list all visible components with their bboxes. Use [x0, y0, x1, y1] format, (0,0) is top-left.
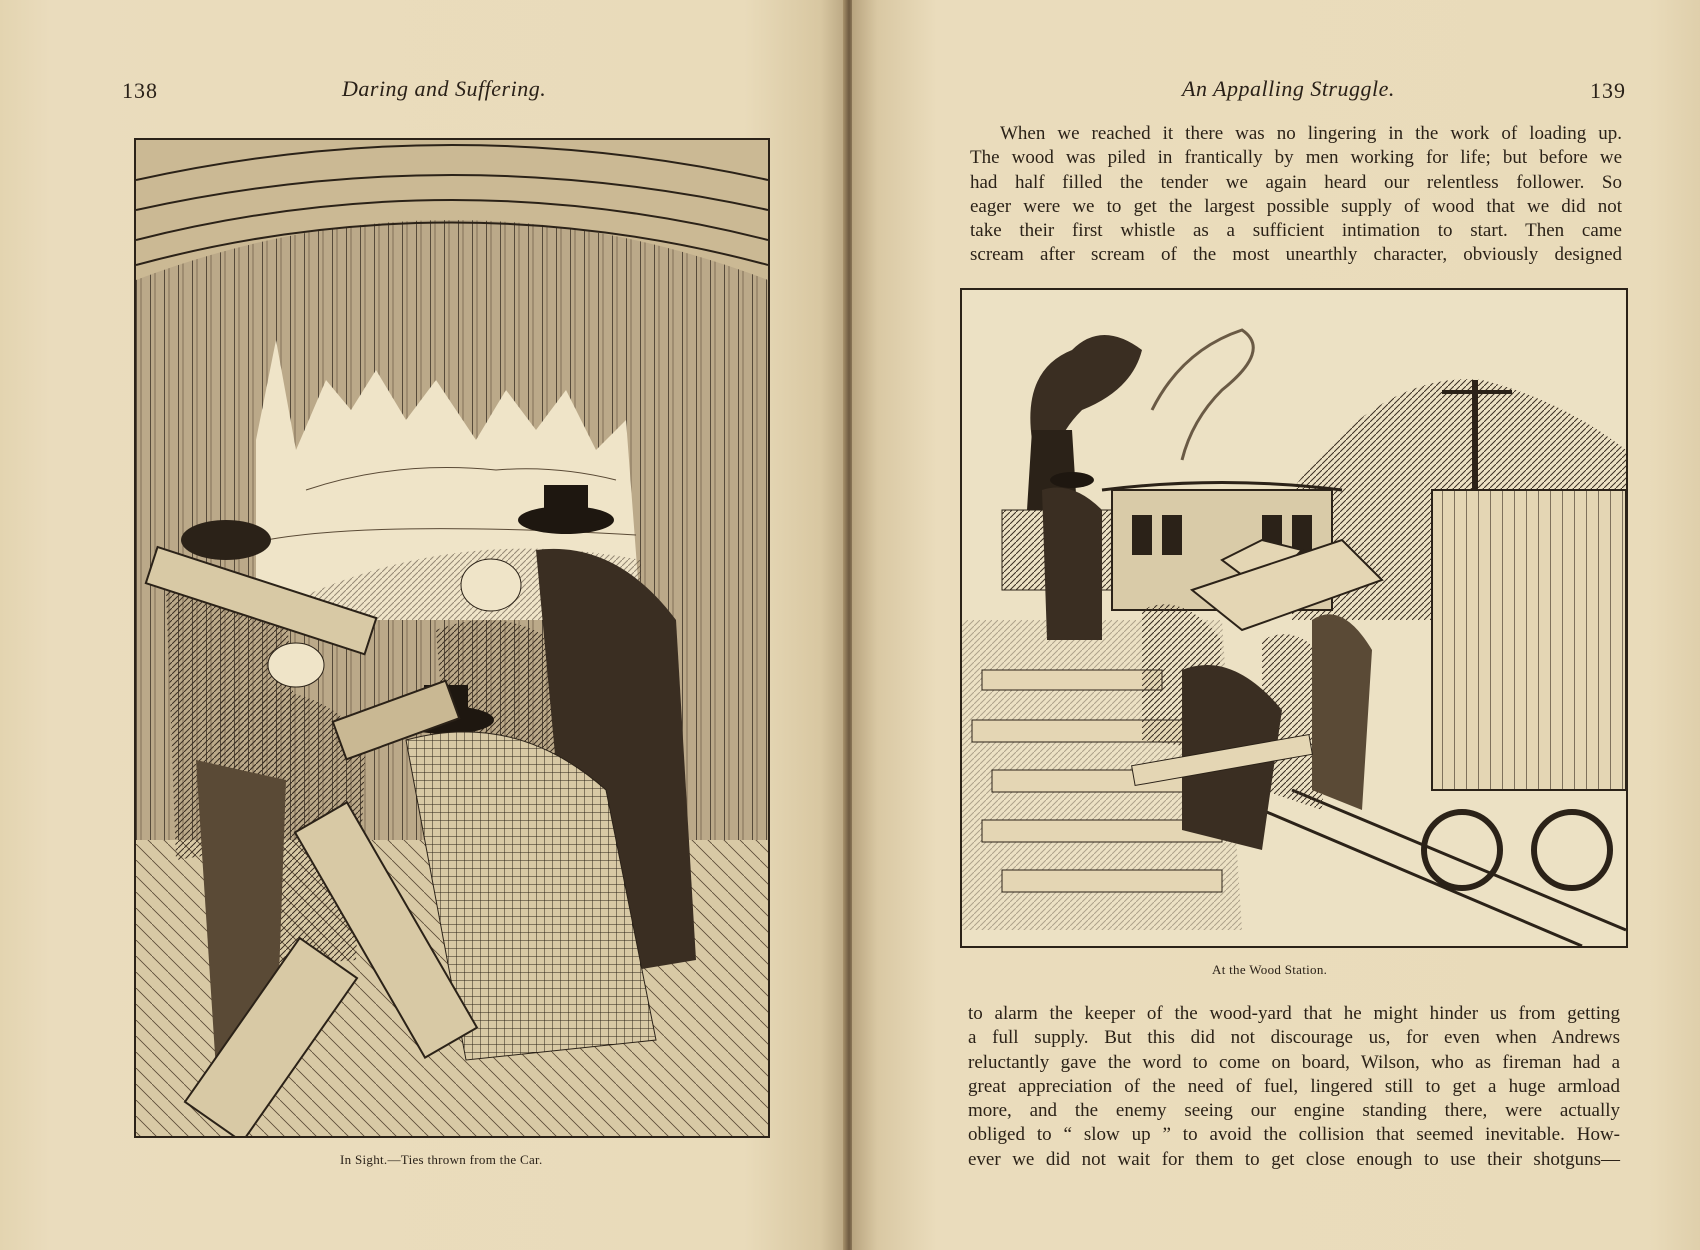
left-illustration — [134, 138, 770, 1138]
left-page-number: 138 — [122, 78, 158, 103]
in-car-scene-icon — [136, 140, 768, 1136]
text-line: scream after scream of the most unearthly character, obviously designed — [970, 244, 1622, 266]
text-line: reluctantly gave the word to come on board, Wilson, who as fireman had a — [968, 1051, 1620, 1073]
text-line: more, and the enemy seeing our engine standing there, were actually — [968, 1100, 1620, 1122]
right-illustration — [960, 288, 1628, 948]
text-line: obliged to “ slow up ” to avoid the collision that seemed inevitable. How- — [968, 1124, 1620, 1146]
text-line: ever we did not wait for them to get close enough to use their shotguns— — [968, 1148, 1620, 1170]
right-page-number: 139 — [1590, 78, 1626, 103]
right-paragraph-top — [970, 122, 1622, 268]
wood-station-scene-icon — [962, 290, 1626, 946]
text-line: great appreciation of the need of fuel, lingered still to get a huge armload — [968, 1075, 1620, 1097]
right-illustration-caption: At the Wood Station. — [1212, 962, 1328, 977]
text-line: The wood was piled in frantically by men working for life; but before we — [970, 147, 1622, 169]
left-page — [0, 0, 846, 1250]
right-paragraph-bottom — [968, 1002, 1620, 1172]
text-line: eager were we to get the largest possible supply of wood that we did not — [970, 195, 1622, 217]
text-line: a full supply. But this did not discourage us, for even when Andrews — [968, 1027, 1620, 1049]
left-running-head: Daring and Suffering. — [342, 76, 547, 101]
right-page — [852, 0, 1700, 1250]
right-running-head: An Appalling Struggle. — [1182, 76, 1395, 101]
text-line: had half filled the tender we again heard our relentless follower. So — [970, 171, 1622, 193]
left-illustration-caption: In Sight.—Ties thrown from the Car. — [340, 1152, 543, 1167]
text-line: to alarm the keeper of the wood-yard that he might hinder us from getting — [968, 1003, 1620, 1024]
text-line: take their first whistle as a sufficient intimation to start. Then came — [970, 220, 1622, 242]
text-line: When we reached it there was no lingering in the work of loading up. — [1000, 123, 1622, 144]
